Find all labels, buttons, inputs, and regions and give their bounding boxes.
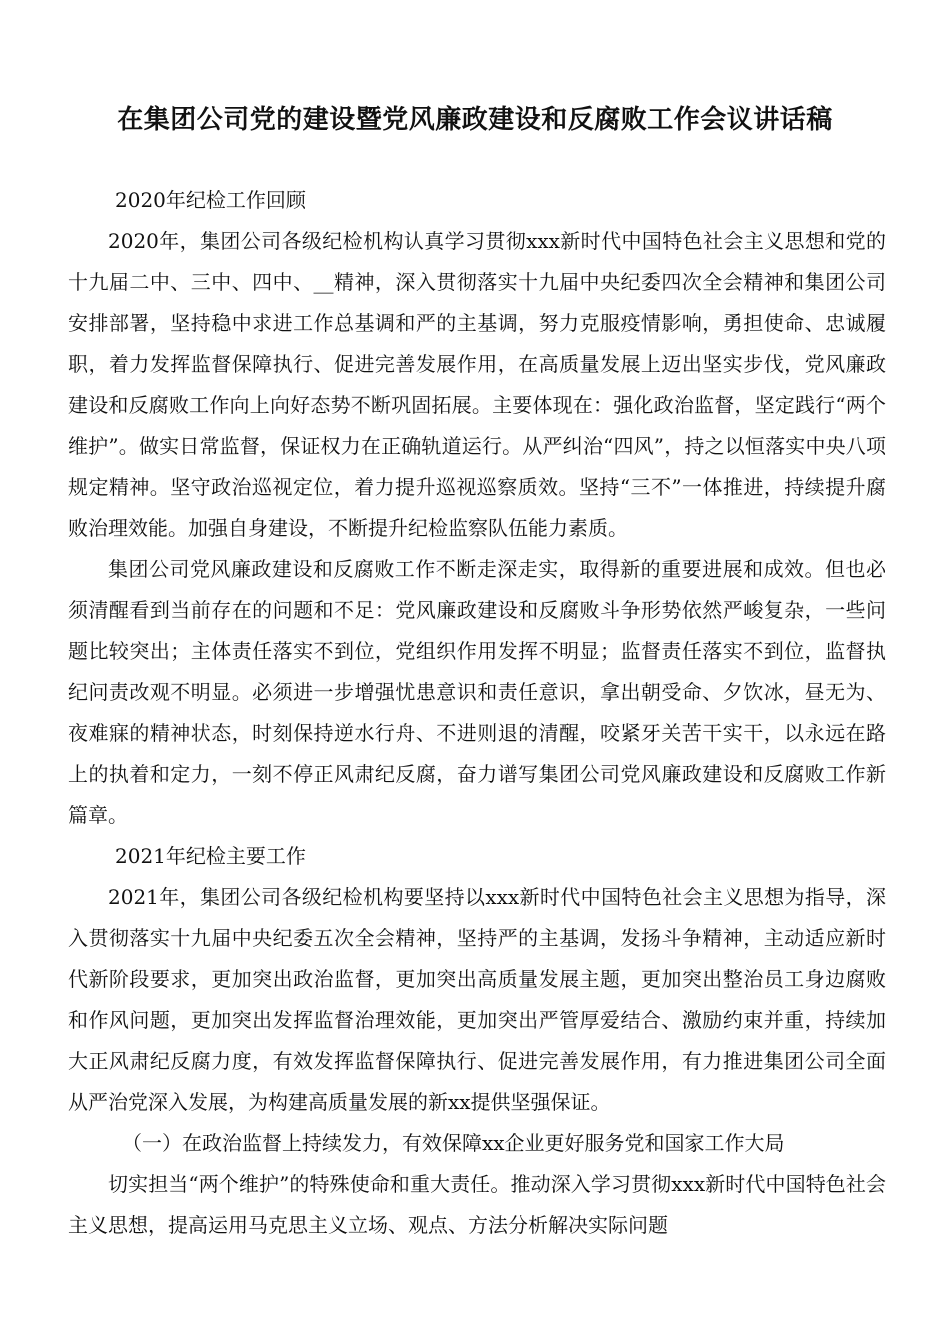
sub-heading-political-supervision: （一）在政治监督上持续发力，有效保障xx企业更好服务党和国家工作大局 [122, 1131, 785, 1155]
paragraph-2021-overview: 2021年，集团公司各级纪检机构要坚持以xxx新时代中国特色社会主义思想为指导，深入贯彻落实十九届中央纪委五次全会精神，坚持严的主基调，发扬斗争精神，主动适应新时代新阶段要求，更加突出政治监督，更加突出高质量发展主题，更加突出整治员工身边腐败和作风问题，更加突出发挥监督治理效能，更加突出严管厚爱结合、激励约束并重，持续加大正风肃纪反腐力度，有效发挥监督保障执行、促进完善发展作用，有力推进集团公司全面从严治党深入发展，为构建高质量发展的新xx提供坚强保证。 [68, 885, 886, 1114]
paragraph-2020-problems: 集团公司党风廉政建设和反腐败工作不断走深走实，取得新的重要进展和成效。但也必须清醒看到当前存在的问题和不足：党风廉政建设和反腐败斗争形势依然严峻复杂，一些问题比较突出；主体责任落实不到位，党组织作用发挥不明显；监督责任落实不到位，监督执纪问责改观不明显。必须进一步增强忧患意识和责任意识，拿出朝受命、夕饮冰，昼无为、夜难寐的精神状态，时刻保持逆水行舟、不进则退的清醒，咬紧牙关苦干实干，以永远在路上的执着和定力，一刻不停正风肃纪反腐，奋力谱写集团公司党风廉政建设和反腐败工作新篇章。 [68, 557, 886, 827]
section-heading-2020-review: 2020年纪检工作回顾 [115, 188, 306, 212]
section-heading-2021-work: 2021年纪检主要工作 [115, 844, 306, 868]
paragraph-2020-summary: 2020年，集团公司各级纪检机构认真学习贯彻xxx新时代中国特色社会主义思想和党的十九届二中、三中、四中、__精神，深入贯彻落实十九届中央纪委四次全会精神和集团公司安排部署，坚持稳中求进工作总基调和严的主基调，努力克服疫情影响，勇担使命、忠诚履职，着力发挥监督保障执行、促进完善发展作用，在高质量发展上迈出坚实步伐，党风廉政建设和反腐败工作向上向好态势不断巩固拓展。主要体现在：强化政治监督，坚定践行“两个维护”。做实日常监督，保证权力在正确轨道运行。从严纠治“四风”，持之以恒落实中央八项规定精神。坚守政治巡视定位，着力提升巡视巡察质效。坚持“三不”一体推进，持续提升腐败治理效能。加强自身建设，不断提升纪检监察队伍能力素质。 [68, 229, 886, 540]
paragraph-two-safeguards: 切实担当“两个维护”的特殊使命和重大责任。推动深入学习贯彻xxx新时代中国特色社会主义思想，提高运用马克思主义立场、观点、方法分析解决实际问题 [68, 1172, 886, 1237]
document-body [68, 180, 886, 1246]
document-title: 在集团公司党的建设暨党风廉政建设和反腐败工作会议讲话稿 [117, 105, 833, 135]
